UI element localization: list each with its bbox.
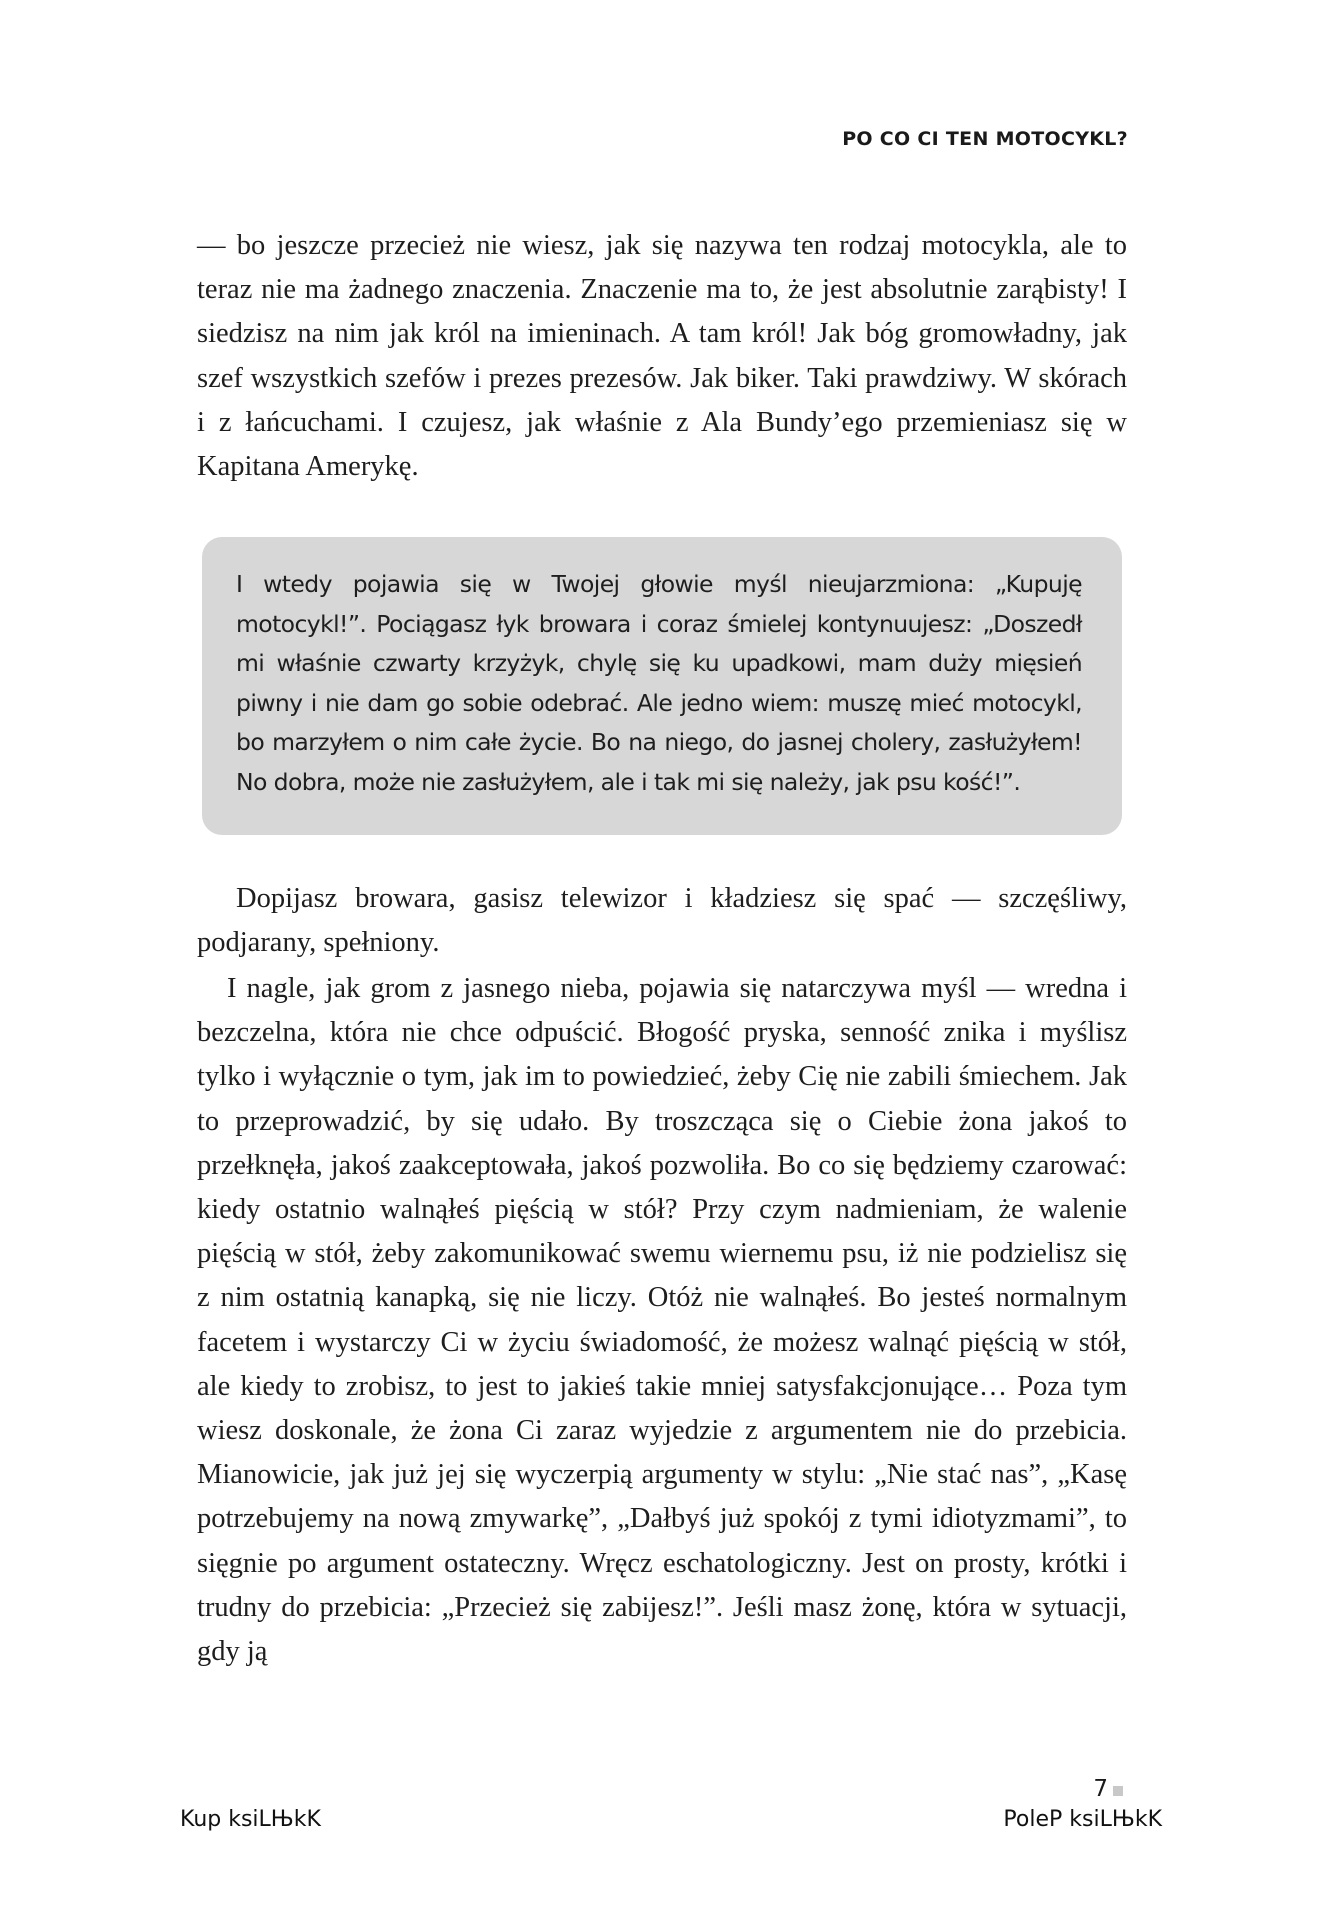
- buy-book-link[interactable]: Kup ksiLЊkK: [180, 1807, 321, 1832]
- paragraph-main: I nagle, jak grom z jasnego nieba, pojawia się natarczywa myśl — wredna i bezczelna, która nie chce odpuścić. Błogość pryska, senność znika i myślisz tylko i wyłącznie o tym, jak im to powiedzieć, żeby Cię nie zabili śmiechem. Jak to przeprowadzić, by się udało. By troszcząca się o Ciebie żona jakoś to przełknęła, jakoś zaakceptowała, jakoś pozwoliła. Bo co się będziemy czarować: kiedy ostatnio walnąłeś pięścią w stół? Przy czym nadmieniam, że walenie pięścią w stół, żeby zakomunikować swemu wiernemu psu, iż nie podzielisz się z nim ostatnią kanapką, się nie liczy. Otóż nie walnąłeś. Bo jesteś normalnym facetem i wystarczy Ci w życiu świadomość, że możesz walnąć pięścią w stół, ale kiedy to zrobisz, to jest to jakieś takie mniej satysfakcjonujące… Poza tym wiesz doskonale, że żona Ci zaraz wyjedzie z argumentem nie do przebicia. Mianowicie, jak już jej się wyczerpią argumenty w stylu: „Nie stać nas”, „Kasę potrzebujemy na nową zmywarkę”, „Dałbyś już spokój z tymi idiotyzmami”, to sięgnie po argument ostateczny. Wręcz eschatologiczny. Jest on prosty, krótki i trudny do przebicia: „Przecież się zabijesz!”. Jeśli masz żonę, która w sytuacji, gdy ją: [197, 973, 1127, 1668]
- recommend-book-link[interactable]: PoleP ksiLЊkK: [1003, 1807, 1162, 1832]
- page-number-square-icon: [1113, 1786, 1123, 1796]
- paragraph-intro: — bo jeszcze przecież nie wiesz, jak się nazywa ten rodzaj motocykla, ale to teraz nie ma żadnego znaczenia. Znaczenie ma to, że jest absolutnie zarąbisty! I siedzisz na nim jak król na imieninach. A tam król! Jak bóg gromowładny, jak szef wszystkich szefów i prezes prezesów. Jak biker. Taki prawdziwy. W skórach i z łańcuchami. I czujesz, jak właśnie z Ala Bundy’ego przemieniasz się w Kapitana Amerykę.: [197, 230, 1127, 483]
- running-title: PO CO CI TEN MOTOCYKL?: [842, 128, 1128, 150]
- paragraph-browar: Dopijasz browara, gasisz telewizor i kładziesz się spać — szczęśliwy, podjarany, spełniony.: [197, 883, 1127, 959]
- callout-box: [202, 537, 1122, 835]
- page-number: 7: [1093, 1776, 1108, 1802]
- callout-text: I wtedy pojawia się w Twojej głowie myśl nieujarzmiona: „Kupuję motocykl!”. Pociągasz łyk browara i coraz śmielej kontynuujesz: „Doszedł mi właśnie czwarty krzyżyk, chylę się ku upadkowi, mam duży mięsień piwny i nie dam go sobie odebrać. Ale jedno wiem: muszę mieć motocykl, bo marzyłem o nim całe życie. Bo na niego, do jasnej cholery, zasłużyłem! No dobra, może nie zasłużyłem, ale i tak mi się należy, jak psu kość!”.: [236, 570, 1082, 796]
